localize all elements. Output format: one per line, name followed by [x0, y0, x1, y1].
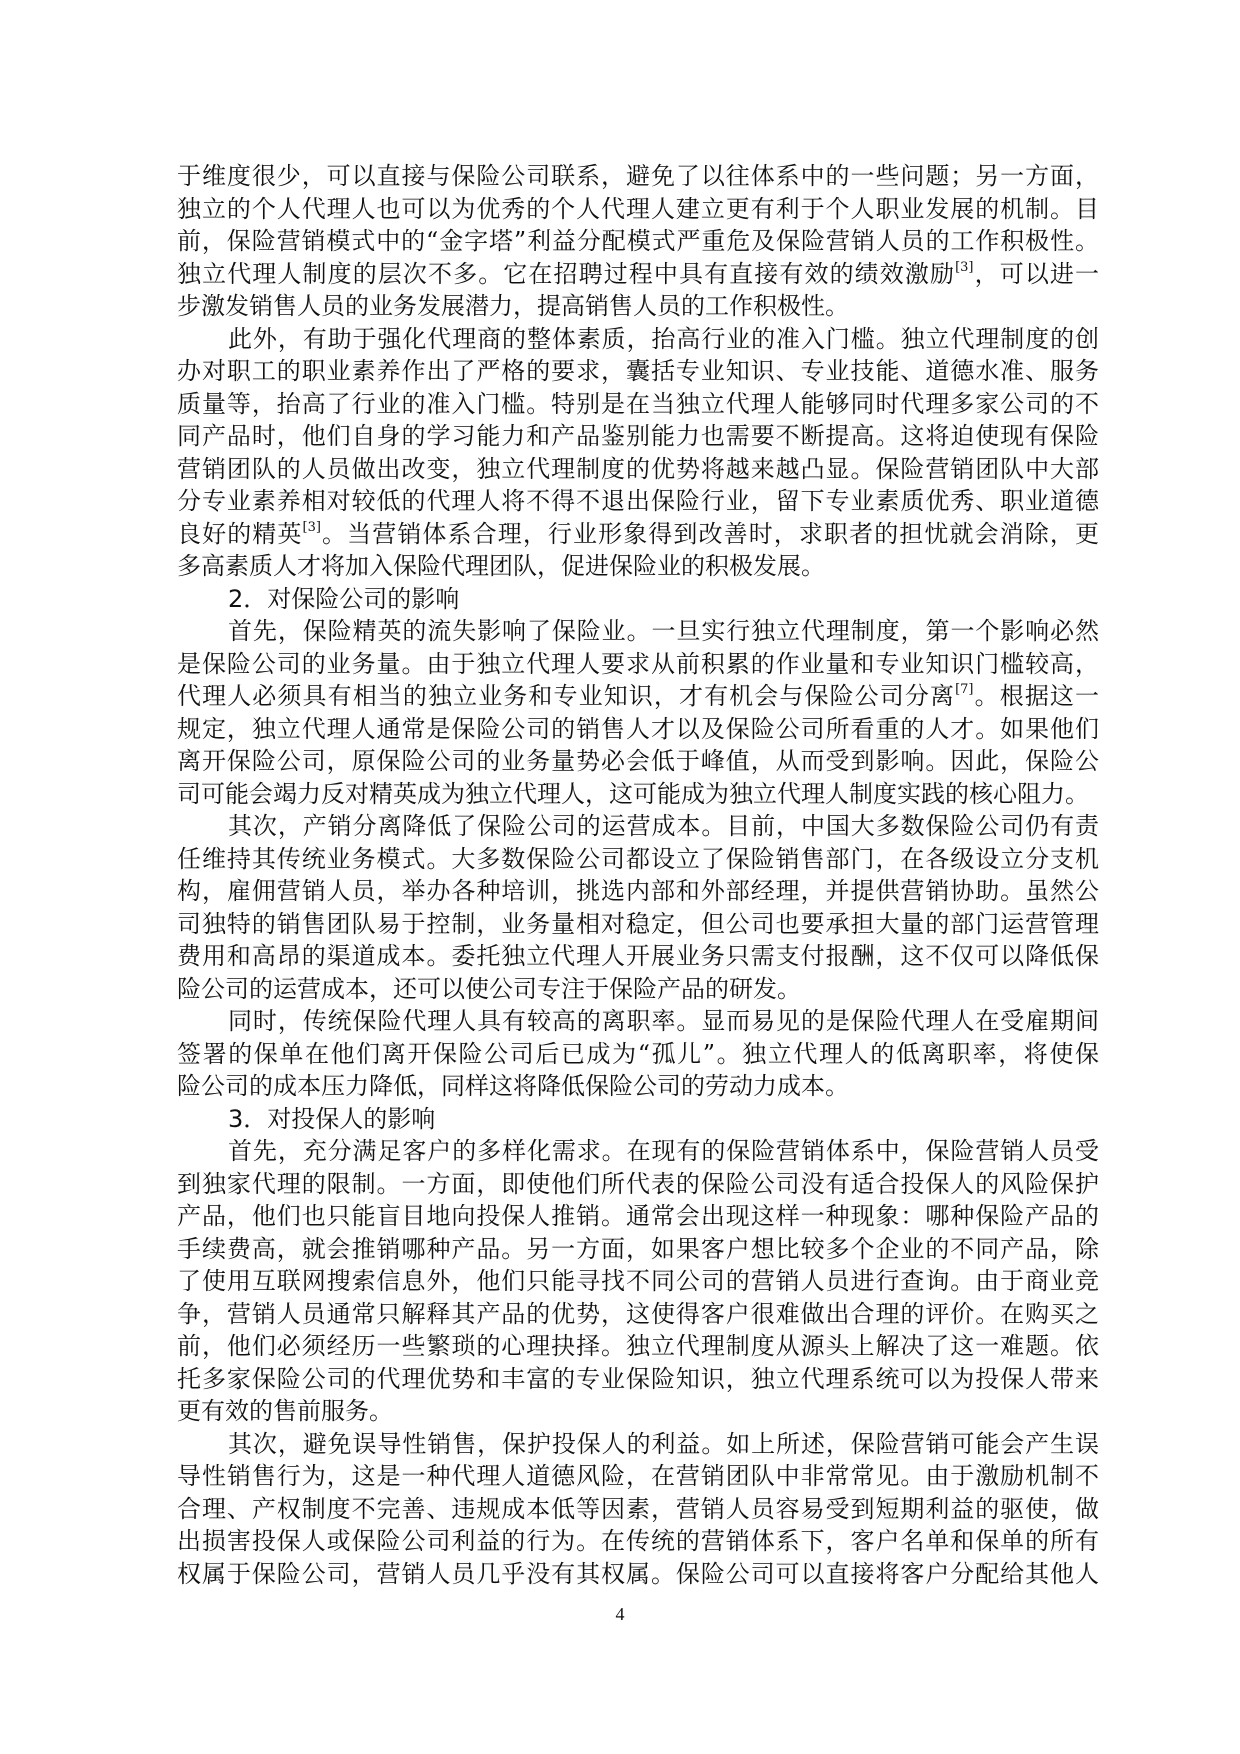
- text-line: 险公司的成本压力降低，同样这将降低保险公司的劳动力成本。: [177, 1072, 849, 1100]
- text-line: 分专业素养相对较低的代理人将不得不退出保险行业，留下专业素质优秀、职业道德: [177, 487, 1099, 515]
- text-line: 同时，传统保险代理人具有较高的离职率。显而易见的是保险代理人在受雇期间: [228, 1007, 1099, 1035]
- text-line: 规定，独立代理人通常是保险公司的销售人才以及保险公司所看重的人才。如果他们: [177, 714, 1099, 743]
- citation-ref: [3]: [302, 519, 321, 535]
- text-line: 首先，充分满足客户的多样化需求。在现有的保险营销体系中，保险营销人员受: [228, 1137, 1099, 1165]
- text-line: 任维持其传统业务模式。大多数保险公司都设立了保险销售部门，在各级设立分支机: [177, 844, 1099, 873]
- text-line: 营销团队的人员做出改变，独立代理制度的优势将越来越凸显。保险营销团队中大部: [177, 454, 1099, 483]
- text-line: 手续费高，就会推销哪种产品。另一方面，如果客户想比较多个企业的不同产品，除: [177, 1234, 1099, 1263]
- citation-ref: [7]: [955, 682, 974, 697]
- text-line: 到独家代理的限制。一方面，即使他们所代表的保险公司没有适合投保人的风险保护: [177, 1169, 1099, 1198]
- text-line: 于维度很少，可以直接与保险公司联系，避免了以往体系中的一些问题；另一方面，: [177, 162, 1099, 190]
- text-line: 此外，有助于强化代理商的整体素质，抬高行业的准入门槛。独立代理制度的创: [228, 324, 1099, 353]
- text-line: 质量等，抬高了行业的准入门槛。特别是在当独立代理人能够同时代理多家公司的不: [177, 389, 1099, 418]
- text-line: 托多家保险公司的代理优势和丰富的专业保险知识，独立代理系统可以为投保人带来: [177, 1364, 1099, 1393]
- text-line: 步激发销售人员的业务发展潜力，提高销售人员的工作积极性。: [177, 292, 849, 320]
- text-line: 其次，避免误导性销售，保护投保人的利益。如上所述，保险营销可能会产生误: [228, 1429, 1099, 1458]
- paragraph: [177, 1135, 1099, 1428]
- text-line: 权属于保险公司，营销人员几乎没有其权属。保险公司可以直接将客户分配给其他人: [177, 1559, 1099, 1588]
- text-line: 首先，保险精英的流失影响了保险业。一旦实行独立代理制度，第一个影响必然: [228, 617, 1099, 645]
- text-line: 同产品时，他们自身的学习能力和产品鉴别能力也需要不断提高。这将迫使现有保险: [177, 422, 1099, 450]
- section-heading: 3．对投保人的影响: [228, 1104, 436, 1133]
- text-line: 是保险公司的业务量。由于独立代理人要求从前积累的作业量和专业知识门槛较高，: [177, 649, 1099, 678]
- text-line: 其次，产销分离降低了保险公司的运营成本。目前，中国大多数保险公司仍有责: [228, 812, 1099, 840]
- text-line: 产品，他们也只能盲目地向投保人推销。通常会出现这样一种现象：哪种保险产品的: [177, 1202, 1099, 1230]
- text-line: 代理人必须具有相当的独立业务和专业知识，才有机会与保险公司分离[7]。根据这一: [177, 682, 1100, 710]
- text-line: 合理、产权制度不完善、违规成本低等因素，营销人员容易受到短期利益的驱使，做: [177, 1494, 1099, 1523]
- text-line: 险公司的运营成本，还可以使公司专注于保险产品的研发。: [177, 974, 801, 1003]
- text-line: 离开保险公司，原保险公司的业务量势必会低于峰值，从而受到影响。因此，保险公: [177, 747, 1099, 775]
- text-line: 司可能会竭力反对精英成为独立代理人，这可能成为独立代理人制度实践的核心阻力。: [177, 779, 1089, 808]
- text-line: 签署的保单在他们离开保险公司后已成为“孤儿”。独立代理人的低离职率，将使保: [177, 1039, 1099, 1068]
- paragraph: [177, 1428, 1099, 1591]
- text-line: 费用和高昂的渠道成本。委托独立代理人开展业务只需支付报酬，这不仅可以降低保: [177, 942, 1099, 970]
- text-line: 办对职工的职业素养作出了严格的要求，囊括专业知识、专业技能、道德水准、服务: [177, 357, 1099, 385]
- text-line: 了使用互联网搜索信息外，他们只能寻找不同公司的营销人员进行查询。由于商业竞: [177, 1267, 1099, 1295]
- text-line: 争，营销人员通常只解释其产品的优势，这使得客户很难做出合理的评价。在购买之: [177, 1299, 1099, 1328]
- text-line: 多高素质人才将加入保险代理团队，促进保险业的积极发展。: [177, 552, 825, 580]
- citation-ref: [3]: [955, 259, 974, 275]
- text-line: 构，雇佣营销人员，举办各种培训，挑选内部和外部经理，并提供营销协助。虽然公: [177, 877, 1099, 905]
- text-line: 更有效的售前服务。: [177, 1397, 393, 1425]
- text-line: 独立代理人制度的层次不多。它在招聘过程中具有直接有效的绩效激励[3]，可以进一: [177, 259, 1100, 288]
- paragraph: [177, 323, 1099, 583]
- paragraph: [177, 160, 1099, 323]
- page-number: 4: [615, 1604, 625, 1624]
- text-line: 司独特的销售团队易于控制，业务量相对稳定，但公司也要承担大量的部门运营管理: [177, 909, 1099, 938]
- text-line: 独立的个人代理人也可以为优秀的个人代理人建立更有利于个人职业发展的机制。目: [177, 194, 1099, 223]
- body-text: [177, 160, 1099, 1590]
- text-line: 出损害投保人或保险公司利益的行为。在传统的营销体系下，客户名单和保单的所有: [177, 1527, 1099, 1555]
- text-line: 前，保险营销模式中的“金字塔”利益分配模式严重危及保险营销人员的工作积极性。: [177, 227, 1099, 255]
- text-line: 前，他们必须经历一些繁琐的心理抉择。独立代理制度从源头上解决了这一难题。依: [177, 1332, 1099, 1360]
- text-line: 良好的精英[3]。当营销体系合理，行业形象得到改善时，求职者的担忧就会消除，更: [177, 519, 1100, 548]
- paragraph: [177, 810, 1099, 1005]
- paragraph: [177, 615, 1099, 810]
- paragraph: [177, 1005, 1099, 1103]
- text-line: 导性销售行为，这是一种代理人道德风险，在营销团队中非常常见。由于激励机制不: [177, 1462, 1099, 1490]
- section-heading: 2．对保险公司的影响: [228, 584, 460, 613]
